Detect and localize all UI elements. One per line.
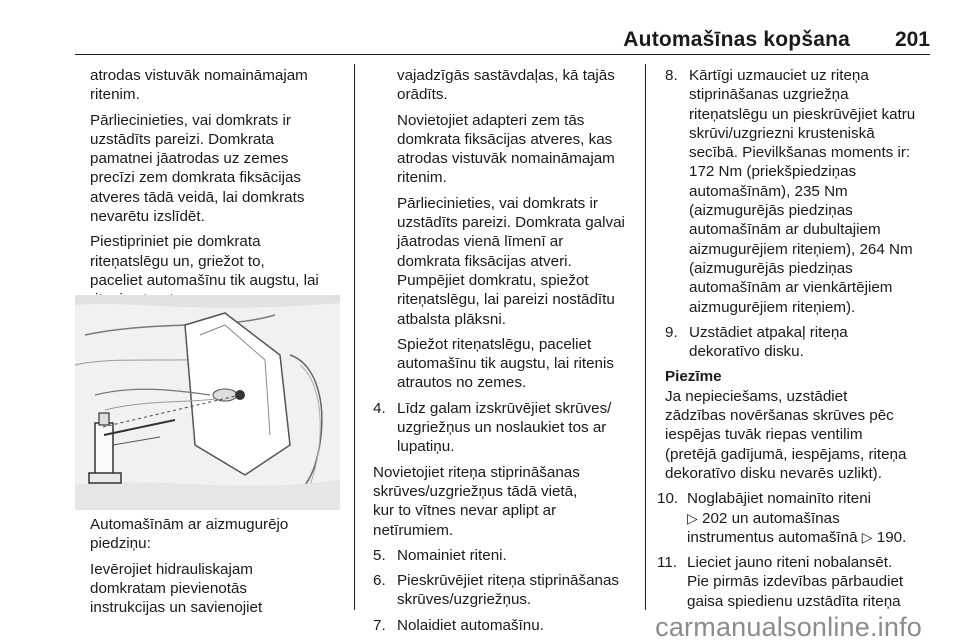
column-1 <box>90 66 352 316</box>
note-text: Ja nepieciešams, uzstādiet zādzības novēršanas skrūves pēc iespējas tuvāk riepas ventilim (pretējā gadījumā, iespējams, riteņa dekoratīvo disku nevarēs uzlikt). <box>665 387 907 482</box>
paragraph: Novietojiet adapteri zem tās domkrata fiksācijas atveres, kas atrodas vistuvāk nomaināmajam ritenim. <box>397 111 615 187</box>
item-text: Kārtīgi uzmauciet uz riteņa stiprināšanas uzgriežņa riteņatslēgu un pieskrūvējiet katru skrūvi/uzgriezni krusteniskā secībā. Pievilkšanas moments ir: 172 Nm (priekšpiedziņas automašīnām), 235 Nm (aizmugurējās piedziņas automašīnām ar dubultajiem aizmugurējiem riteņiem), 264 Nm (aizmugurējās piedziņas automašīnām ar vienkārtējiem aizmugurējiem riteņiem). <box>689 67 916 316</box>
paragraph: Piestipriniet pie domkrata riteņatslēgu un, griežot to, paceliet automašīnu tik augstu, lai <box>90 233 319 289</box>
paragraph: Novietojiet riteņa stiprināšanas skrūves/uzgriežņus tādā vietā, kur to vītnes nevar aplipt ar netīrumiem. <box>373 463 580 539</box>
cross-reference-link[interactable]: 190. <box>876 528 907 546</box>
paragraph: Pārliecinieties, vai domkrats ir uzstādīts pareizi. Domkrata galvai jāatrodas vienā līmenī ar domkrata fiksācijas atveri. Pumpējiet domkratu, spiežot riteņatslēgu, lai pareizi nostādītu atbalsta plāksni. <box>397 194 625 328</box>
note-title: Piezīme <box>665 368 722 386</box>
item-number: 8. <box>665 67 678 84</box>
item-text: Pieskrūvējiet riteņa stiprināšanas skrūves/uzgriežņus. <box>397 572 620 609</box>
list-item <box>373 571 643 610</box>
cross-reference-link[interactable]: 202 <box>702 509 728 527</box>
item-text: Nomainiet riteni. <box>397 546 507 564</box>
paragraph: Pārliecinieties, vai domkrats ir uzstādīts pareizi. Domkrata pamatnei jāatrodas uz zemes precīzi zem domkrata fiksācijas atveres tādā veidā, lai domkrats nevarētu izslīdēt. <box>90 111 305 226</box>
list-item <box>373 546 643 565</box>
item-text-line: un automašīnas <box>731 509 840 527</box>
item-number: 6. <box>373 572 386 590</box>
paragraph: vajadzīgās sastāvdaļas, kā tajās orādīts. <box>397 67 615 104</box>
item-number: 11. <box>657 554 677 572</box>
column-1-continued <box>90 515 352 623</box>
paragraph: Spiežot riteņatslēgu, paceliet automašīnu tik augstu, lai ritenis atrautos no zemes. <box>397 335 614 392</box>
item-number: 5. <box>373 546 386 564</box>
running-title: Automašīnas kopšana <box>623 28 850 51</box>
item-number: 10. <box>657 490 679 508</box>
list-item <box>657 489 940 547</box>
header-rule <box>75 54 930 55</box>
item-number: 7. <box>373 616 386 634</box>
page-reference-icon: ▷ <box>687 509 698 526</box>
page-number: 201 <box>894 28 930 51</box>
list-item <box>657 553 940 611</box>
column-divider-1 <box>354 64 355 610</box>
item-text: Nolaidiet automašīnu. <box>397 616 544 634</box>
item-number: 4. <box>373 399 386 417</box>
item-text-line: instrumentus automašīnā <box>687 528 858 546</box>
list-item <box>665 66 940 317</box>
item-text: Līdz galam izskrūvējiet skrūves/ uzgriežņus un noslaukiet tos ar lupatiņu. <box>397 399 612 456</box>
item-text <box>687 489 940 547</box>
page-reference-icon: ▷ <box>861 528 873 545</box>
list-item <box>665 323 940 362</box>
paragraph: Ievērojiet hidrauliskajam domkratam pievienotās instrukcijas un savienojiet <box>90 560 263 617</box>
watermark: carmanualsonline.info <box>655 612 922 642</box>
item-text: Uzstādiet atpakaļ riteņa dekoratīvo disku. <box>689 323 848 361</box>
paragraph: Automašīnām ar aizmugurējo piedziņu: <box>90 516 289 553</box>
column-2 <box>373 66 643 641</box>
jack-illustration <box>75 295 340 510</box>
item-number: 9. <box>665 323 678 341</box>
item-text: Lieciet jauno riteni nobalansēt. Pie pirmās izdevības pārbaudiet gaisa spiedienu uzstādīta riteņa <box>687 554 904 610</box>
list-item <box>373 399 643 457</box>
column-divider-2 <box>645 64 646 610</box>
list-item <box>373 616 643 635</box>
column-3 <box>657 66 940 617</box>
item-text-line: Noglabājiet nomainīto riteni <box>687 490 872 508</box>
paragraph: atrodas vistuvāk nomaināmajam ritenim. <box>90 67 308 104</box>
